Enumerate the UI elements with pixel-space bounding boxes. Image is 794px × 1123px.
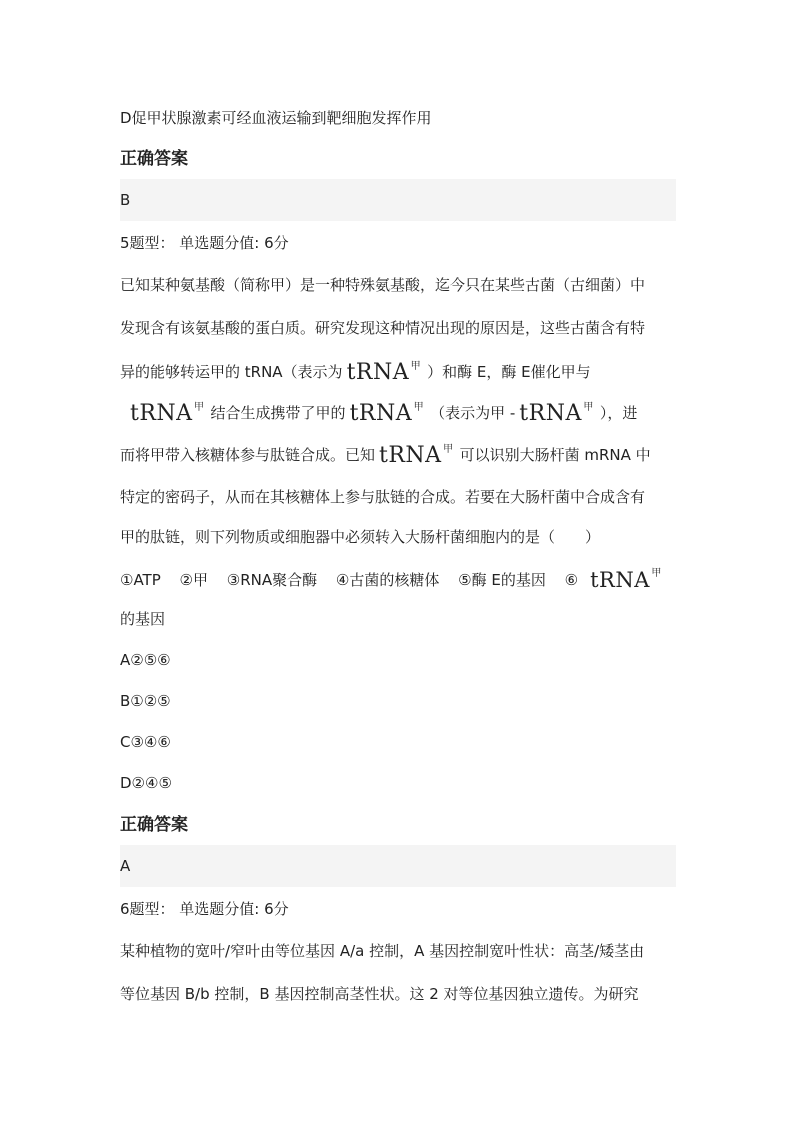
trna-formula: [130, 401, 205, 426]
q5-numbered-items: [120, 568, 662, 592]
q5-line3-text-b: ）和酶 E，酶 E催化甲与: [427, 363, 591, 381]
option-d[interactable]: D②④⑤: [120, 774, 172, 792]
answer-box-q5: [120, 845, 676, 887]
question-6-header: 6题型： 单选题分值: 6分: [120, 900, 289, 918]
item-2: ②甲: [179, 571, 208, 589]
q5-line5-text-a: 而将甲带入核糖体参与肽链合成。已知: [120, 446, 376, 464]
q5-items-tail: 的基因: [120, 610, 166, 628]
trna-superscript: 甲: [583, 402, 594, 413]
trna-formula: [346, 360, 422, 385]
q5-stem-line-4: [126, 403, 637, 424]
q6-stem-line-1: 某种植物的宽叶/窄叶由等位基因 A/a 控制，A 基因控制宽叶性状：高茎/矮茎由: [120, 942, 645, 960]
item-6: ⑥: [564, 571, 579, 589]
trna-formula: [349, 401, 425, 426]
trna-formula: [379, 443, 454, 468]
q5-stem-line-2: 发现含有该氨基酸的蛋白质。研究发现这种情况出现的原因是，这些古菌含有特: [120, 319, 646, 337]
trna-label: tRNA: [379, 443, 442, 468]
answer-value-prev: B: [120, 191, 131, 209]
item-3: ③RNA聚合酶: [226, 571, 318, 589]
option-c[interactable]: C③④⑥: [120, 733, 171, 751]
trna-superscript: 甲: [194, 402, 205, 413]
trna-label: tRNA: [346, 360, 410, 385]
trna-superscript: 甲: [413, 402, 425, 413]
trna-formula: [590, 568, 662, 592]
trna-label: tRNA: [349, 401, 413, 426]
trna-formula: [519, 401, 594, 426]
q5-stem-line-7: 甲的肽链，则下列物质或细胞器中必须转入大肠杆菌细胞内的是（ ）: [120, 528, 601, 546]
trna-label: tRNA: [130, 401, 193, 426]
q6-stem-line-2: 等位基因 B/b 控制，B 基因控制高茎性状。这 2 对等位基因独立遗传。为研究: [120, 985, 639, 1003]
item-1: ①ATP: [120, 571, 161, 589]
answer-box-prev: [120, 179, 676, 221]
trna-superscript: 甲: [410, 361, 422, 372]
answer-heading-q5: 正确答案: [120, 815, 188, 835]
q5-line5-text-b: 可以识别大肠杆菌 mRNA 中: [459, 446, 651, 464]
option-a[interactable]: A②⑤⑥: [120, 651, 171, 669]
q5-stem-line-1: 已知某种氨基酸（简称甲）是一种特殊氨基酸，迄今只在某些古菌（古细菌）中: [120, 276, 646, 294]
previous-option-d: D促甲状腺激素可经血液运输到靶细胞发挥作用: [120, 109, 432, 127]
answer-value-q5: A: [120, 857, 131, 875]
q5-line4-text-a: 结合生成携带了甲的: [210, 404, 346, 422]
item-5: ⑤酶 E的基因: [458, 571, 546, 589]
q5-stem-line-5: [120, 445, 651, 466]
q5-stem-line-3: [120, 362, 591, 383]
answer-heading-prev: 正确答案: [120, 149, 188, 169]
q5-line4-text-c: ），进: [599, 404, 638, 422]
trna-label: tRNA: [590, 568, 650, 592]
q5-line3-text-a: 异的能够转运甲的 tRNA（表示为: [120, 363, 343, 381]
q5-line4-text-b: （表示为甲 -: [430, 404, 516, 422]
q5-stem-line-6: 特定的密码子，从而在其核糖体上参与肽链的合成。若要在大肠杆菌中合成含有: [120, 488, 646, 506]
question-5-header: 5题型： 单选题分值: 6分: [120, 234, 289, 252]
trna-superscript: 甲: [443, 444, 454, 455]
trna-superscript: 甲: [651, 568, 662, 579]
item-4: ④古菌的核糖体: [335, 571, 440, 589]
option-b[interactable]: B①②⑤: [120, 692, 171, 710]
trna-label: tRNA: [519, 401, 582, 426]
